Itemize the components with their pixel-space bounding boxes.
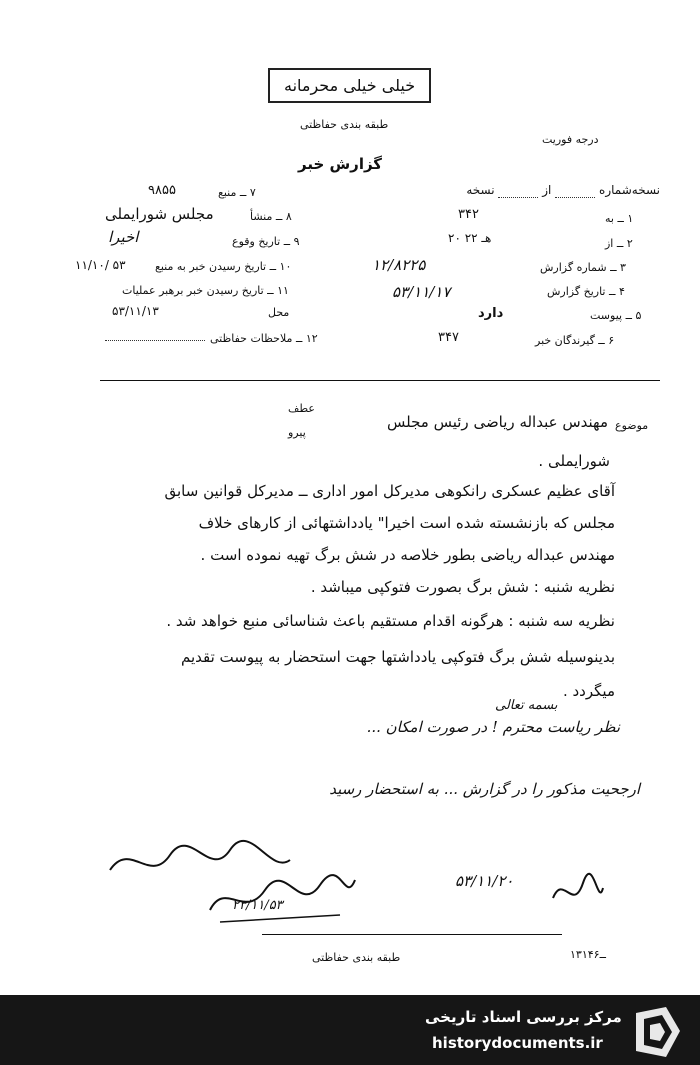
field-value-report-date: ۵۳/۱۱/۱۷ xyxy=(392,283,451,301)
watermark-text-fa: مرکز بررسی اسناد تاریخی xyxy=(425,1008,622,1026)
footer-divider xyxy=(262,934,562,935)
subject-label: موضوع xyxy=(615,419,649,432)
field-label-origin: ۸ ــ منشأ xyxy=(250,210,292,223)
urgency-label: درجه فوریت xyxy=(542,133,599,146)
field-label-attachment: ۵ ــ پیوست xyxy=(590,309,642,322)
field-value-occurrence-date: اخیرا xyxy=(108,228,139,246)
watermark-logo-icon xyxy=(628,1003,688,1061)
confidential-stamp: خیلی خیلی محرمانه xyxy=(268,68,431,103)
field-value-attachment: دارد xyxy=(478,306,504,321)
field-label-recipients: ۶ ــ گیرندگان خبر xyxy=(535,334,615,347)
body-line-7: بدینوسیله شش برگ فتوکپی یادداشتها جهت استحضار به پیوست تقدیم xyxy=(181,648,615,666)
report-title: گزارش خبر xyxy=(298,155,383,173)
classification-bottom: طبقه بندی حفاظتی xyxy=(312,951,401,964)
header-divider xyxy=(100,380,660,381)
field-label-received-by-source: ۱۰ ــ تاریخ رسیدن خبر به منبع xyxy=(155,260,292,273)
field-label-to: ۱ ــ به xyxy=(605,212,634,225)
field-label-source: ۷ ــ منبع xyxy=(218,186,256,199)
field-label-from: ۲ ــ از xyxy=(605,237,633,250)
field-label-received-by-leader: ۱۱ ــ تاریخ رسیدن خبر برهبر عملیات xyxy=(122,284,289,297)
watermark-text-en: historydocuments.ir xyxy=(432,1034,603,1052)
subject-note-piro: پیرو xyxy=(288,426,306,439)
handwritten-line-1: نظر ریاست محترم ! در صورت امکان ... xyxy=(366,718,620,736)
field-label-occurrence-date: ۹ ــ تاریخ وقوع xyxy=(232,235,300,248)
field-value-report-number: ۱۲/۸۲۲۵ xyxy=(372,256,426,274)
body-line-8: میگردد . xyxy=(562,682,615,700)
classification-top: طبقه بندی حفاظتی xyxy=(300,118,389,131)
copy-unit: نسخه xyxy=(466,183,495,197)
body-line-5: نظریه شنبه : شش برگ بصورت فتوکپی میباشد . xyxy=(310,578,615,596)
watermark-bar xyxy=(0,995,700,1065)
body-line-3: مجلس که بازنشسته شده است اخیرا" یادداشتهائی از کارهای خلاف xyxy=(198,514,615,532)
body-line-4: مهندس عبداله ریاضی بطور خلاصه در شش برگ تهیه نموده است . xyxy=(200,546,615,564)
copy-label: نسخه‌شماره xyxy=(599,183,660,197)
field-label-report-date: ۴ ــ تاریخ گزارش xyxy=(547,285,625,298)
security-notes-line xyxy=(105,340,205,341)
handwritten-line-2: ارجحیت مذکور را در گزارش ... به استحضار رسید xyxy=(329,780,640,798)
handwritten-date-1: ۵۳/۱۱/۲۰ xyxy=(455,872,514,890)
field-label-place: محل xyxy=(268,306,290,319)
body-line-6: نظریه سه شنبه : هرگونه اقدام مستقیم باعث شناسائی منبع خواهد شد . xyxy=(166,612,615,630)
subject-note-atf: عطف xyxy=(288,402,315,415)
copy-from: از xyxy=(542,183,552,197)
field-label-report-number: ۳ ــ شماره گزارش xyxy=(540,261,626,274)
field-label-security-notes: ۱۲ ــ ملاحظات حفاظتی xyxy=(210,332,318,345)
doc-number: ۱۳۱ــ۴۶ xyxy=(570,948,607,961)
copy-number-line xyxy=(410,183,660,198)
body-line-2: آقای عظیم عسکری رانکوهی مدیرکل امور اداری ــ مدیرکل قوانین سابق xyxy=(164,482,615,500)
field-value-place: ۵۳/۱۱/۱۳ xyxy=(112,304,159,318)
subject-text: مهندس عبداله ریاضی رئیس مجلس xyxy=(387,413,608,431)
body-line-1: شورایملی . xyxy=(538,452,610,470)
field-value-to: ۳۴۲ xyxy=(458,207,479,222)
handwritten-date-2: ۲۳/۱۱/۵۳ xyxy=(232,898,283,913)
handwritten-mark-right xyxy=(548,868,608,918)
field-value-origin: مجلس شورایملی xyxy=(105,205,214,223)
field-value-from: ۲۰ هـ ۲۲ xyxy=(448,231,492,245)
field-value-source: ۹۸۵۵ xyxy=(148,183,176,198)
handwritten-bismillah: بسمه تعالی xyxy=(495,698,558,713)
field-value-received-by-source: ۱۱/۱۰/ ۵۳ xyxy=(75,258,126,272)
signature-lower xyxy=(200,860,360,930)
field-value-recipients: ۳۴۷ xyxy=(438,330,459,345)
